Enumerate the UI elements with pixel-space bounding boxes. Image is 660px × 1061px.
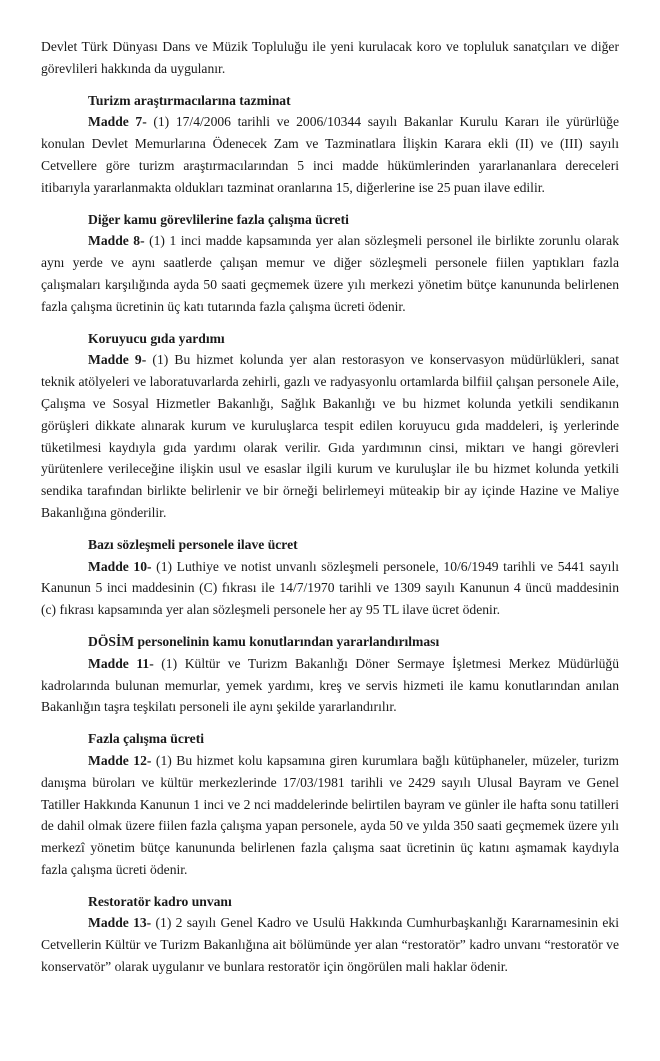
section-heading: Restoratör kadro unvanı xyxy=(88,893,232,909)
section-madde-10 xyxy=(41,534,619,621)
section-madde-7 xyxy=(41,90,619,199)
madde-text: (1) Luthiye ve notist unvanlı sözleşmeli personele, 10/6/1949 tarihli ve 5441 sayılı Kanunun 5 inci maddesinin (C) fıkrası ile 14/7/1970 tarihli ve 1309 sayılı Kanunun 4 üncü maddesinin (c) fıkrası kapsamında yer alan sözleşmeli personele her ay 95 TL ilave ücret ödenir. xyxy=(41,558,619,618)
section-madde-12 xyxy=(41,728,619,881)
madde-number: Madde 7- xyxy=(88,114,147,130)
section-heading: Koruyucu gıda yardımı xyxy=(88,330,225,346)
madde-number: Madde 11- xyxy=(88,655,154,671)
madde-number: Madde 8- xyxy=(88,233,145,249)
section-body xyxy=(41,111,619,198)
madde-number: Madde 12- xyxy=(88,752,152,768)
section-body xyxy=(41,912,619,977)
section-body xyxy=(41,349,619,523)
madde-text: (1) Bu hizmet kolu kapsamına giren kurumlara bağlı kütüphaneler, müzeler, turizm danışma büroları ve kültür merkezlerinde 17/03/1981 tarihli ve 2429 sayılı Ulusal Bayram ve Genel Tatiller Hakkında Kanunun 1 inci ve 2 nci maddelerinde belirtilen bayram ve günler ile hafta sonu tatilleri de dahil olmak üzere fiilen fazla çalışma yapan personele, ayda 50 ve yılda 350 saati geçmemek üzere yılı merkezî yönetim bütçe kanununda belirlenen fazla çalışma saat ücretinin üç katını aşmamak kaydıyla fazla çalışma ücreti ödenir. xyxy=(41,752,619,877)
section-madde-8 xyxy=(41,209,619,318)
section-heading: DÖSİM personelinin kamu konutlarından yararlandırılması xyxy=(88,633,440,649)
madde-number: Madde 9- xyxy=(88,352,147,368)
madde-number: Madde 10- xyxy=(88,558,152,574)
section-madde-9 xyxy=(41,328,619,524)
intro-paragraph: Devlet Türk Dünyası Dans ve Müzik Topluluğu ile yeni kurulacak koro ve topluluk sanatçıları ve diğer görevlileri hakkında da uygulanır. xyxy=(41,39,619,76)
madde-text: (1) Bu hizmet kolunda yer alan restorasyon ve konservasyon müdürlükleri, sanat teknik atölyeleri ve laboratuvarlarda zehirli, gazlı ve radyasyonlu ortamlarda bilfiil çalışan personele Aile, Çalışma ve Sosyal Hizmetler Bakanlığı, Sağlık Bakanlığı ve bu hizmet kolunda yetkili sendikanın görüşleri dikkate alınarak kurum ve kuruluşlarca tespit edilen koruyucu gıda maddeleri, iş yerlerinde tüketilmesi kaydıyla gıda yardımı olarak verilir. Gıda yardımının cinsi, miktarı ve hangi görevleri yürütenlere verileceğine ilişkin usul ve esaslar ilgili kurum ve kuruluşlar ile bu hizmet kolunda yetkili sendika tarafından birlikte belirlenir ve bir örneği belirlemeyi müteakip bir ay içinde Hazine ve Maliye Bakanlığına gönderilir. xyxy=(41,352,619,520)
madde-text: (1) 17/4/2006 tarihli ve 2006/10344 sayılı Bakanlar Kurulu Kararı ile yürürlüğe konulan Devlet Memurlarına Ödenecek Zam ve Tazminatlara İlişkin Karara ekli (II) ve (III) sayılı Cetvellere göre turizm araştırmacılarından 5 inci madde hükümlerinden yararlananlara dereceleri itibarıyla yararlanmakta oldukları tazminat oranlarına 15, diğerlerine ise 25 puan ilave edilir. xyxy=(41,114,619,195)
madde-text: (1) Kültür ve Turizm Bakanlığı Döner Sermaye İşletmesi Merkez Müdürlüğü kadrolarında bulunan memurlar, yemek yardımı, kreş ve servis hizmeti ile kamu konutlarından anılan Bakanlığın taşra teşkilatı personeli ile aynı şekilde yararlandırılır. xyxy=(41,655,619,715)
section-heading: Fazla çalışma ücreti xyxy=(88,731,205,747)
section-body xyxy=(41,230,619,317)
madde-text: (1) 2 sayılı Genel Kadro ve Usulü Hakkında Cumhurbaşkanlığı Kararnamesinin eki Cetvellerin Kültür ve Turizm Bakanlığına ait bölümünde yer alan “restoratör” kadro unvanı “restoratör ve konservatör” olarak uygulanır ve bunlara restoratör için öngörülen mali haklar ödenir. xyxy=(41,915,619,975)
section-heading: Diğer kamu görevlilerine fazla çalışma ücreti xyxy=(88,211,349,227)
section-body xyxy=(41,556,619,621)
madde-text: (1) 1 inci madde kapsamında yer alan sözleşmeli personel ile birlikte zorunlu olarak aynı yerde ve aynı saatlerde çalışan memur ve diğer sözleşmeli personele fiilen yaptıkları fazla çalışmaları karşılığında ayda 50 saati geçmemek üzere yılı merkezi yönetim bütçe kanununda belirlenen fazla çalışma ücretinin üç katı tutarında fazla çalışma ücreti ödenir. xyxy=(41,233,619,314)
section-body xyxy=(41,653,619,718)
section-madde-11 xyxy=(41,631,619,718)
section-madde-13 xyxy=(41,891,619,978)
madde-number: Madde 13- xyxy=(88,915,152,931)
section-heading: Bazı sözleşmeli personele ilave ücret xyxy=(88,536,298,552)
section-body xyxy=(41,750,619,881)
section-heading: Turizm araştırmacılarına tazminat xyxy=(88,92,291,108)
